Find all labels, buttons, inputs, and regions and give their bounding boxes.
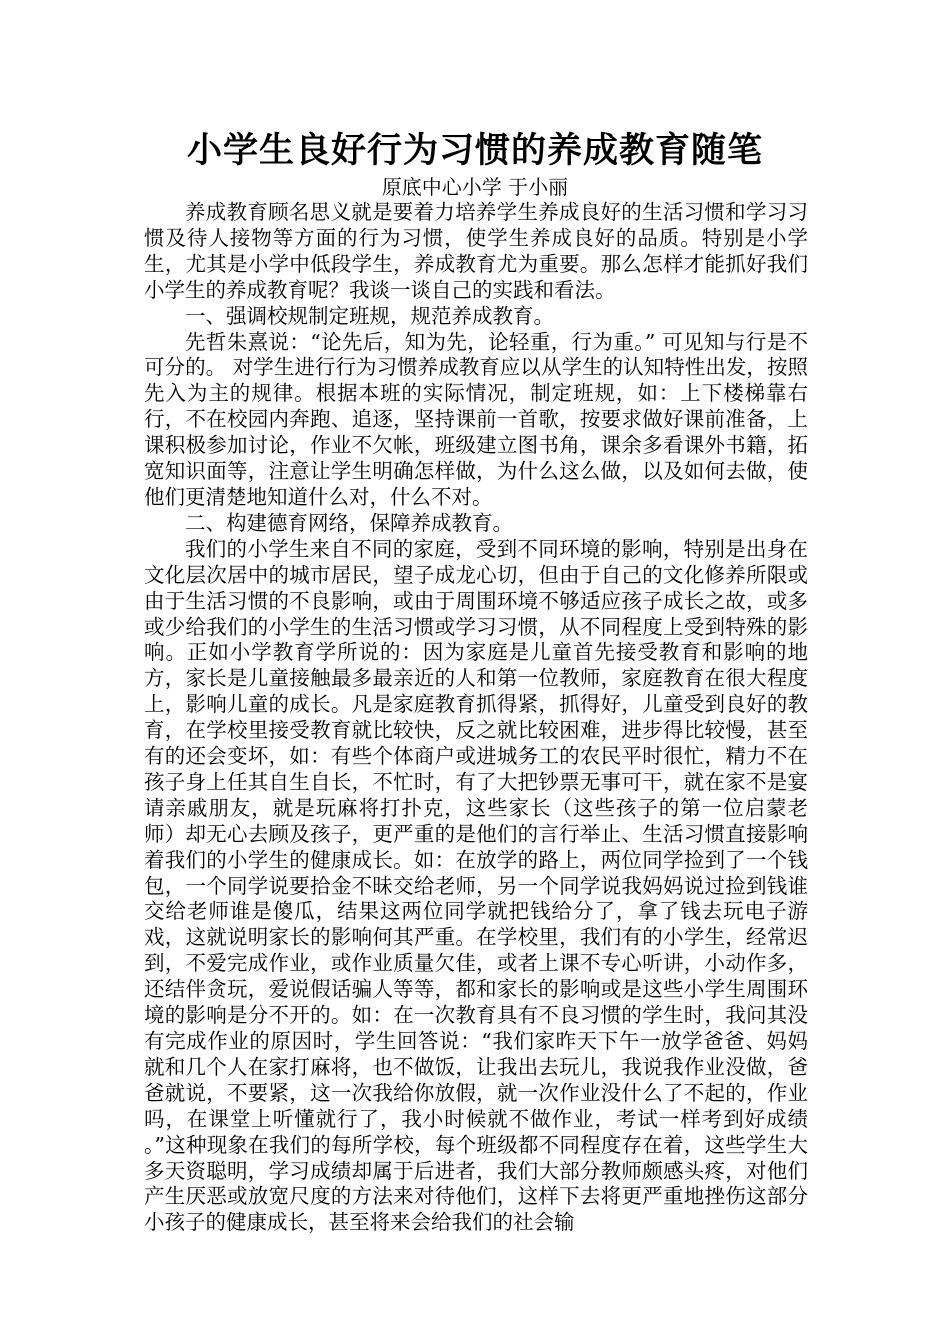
document-title: 小学生良好行为习惯的养成教育随笔 [186, 131, 763, 171]
document-author: 原底中心小学 于小丽 [381, 175, 569, 199]
paragraph-intro: 养成教育顾名思义就是要着力培养学生养成良好的生活习惯和学习习惯及待人接物等方面的行为习惯，使学生养成良好的品质。特别是小学生，尤其是小学中低段学生，养成教育尤为重要。那么怎样才能抓好我们小学生的养成教育呢？我谈一谈自己的实践和看法。 [144, 200, 808, 302]
document-body [144, 200, 808, 1236]
paragraph-section-1: 先哲朱熹说：“论先后，知为先，论轻重，行为重。” 可见知与行是不可分的。 对学生进行行为习惯养成教育应以从学生的认知特性出发，按照先入为主的规律。根据本班的实际情况，制定班规，如：上下楼梯靠右行，不在校园内奔跑、追逐，坚持课前一首歌，按要求做好课前准备，上课积极参加讨论，作业不欠帐，班级建立图书角，课余多看课外书籍，拓宽知识面等，注意让学生明确怎样做，为什么这么做，以及如何去做，使他们更清楚地知道什么对，什么不对。 [144, 329, 808, 509]
section-heading-2: 二、构建德育网络，保障养成教育。 [185, 510, 513, 535]
paragraph-section-2: 我们的小学生来自不同的家庭，受到不同环境的影响，特别是出身在文化层次居中的城市居民，望子成龙心切，但由于自己的文化修养所限或由于生活习惯的不良影响，或由于周围环境不够适应孩子成长之故，或多或少给我们的小学生的生活习惯或学习习惯，从不同程度上受到特殊的影响。正如小学教育学所说的：因为家庭是儿童首先接受教育和影响的地方，家长是儿童接触最多最亲近的人和第一位教师，家庭教育在很大程度上，影响儿童的成长。凡是家庭教育抓得紧，抓得好，儿童受到良好的教育，在学校里接受教育就比较快，反之就比较困难，进步得比较慢，甚至有的还会变坏，如：有些个体商户或进城务工的农民平时很忙，精力不在孩子身上任其自生自长，不忙时，有了大把钞票无事可干，就在家不是宴请亲戚朋友，就是玩麻将打扑克，这些家长（这些孩子的第一位启蒙老师）却无心去顾及孩子，更严重的是他们的言行举止、生活习惯直接影响着我们的小学生的健康成长。如：在放学的路上，两位同学捡到了一个钱包，一个同学说要拾金不昧交给老师，另一个同学说我妈妈说过捡到钱谁交给老师谁是傻瓜，结果这两位同学就把钱给分了，拿了钱去玩电子游戏，这就说明家长的影响何其严重。在学校里，我们有的小学生，经常迟到，不爱完成作业，或作业质量欠佳，或者上课不专心听讲，小动作多，还结伴贪玩，爱说假话骗人等等，都和家长的影响或是这些小学生周围环境的影响是分不开的。如：在一次教育具有不良习惯的学生时，我问其没有完成作业的原因时，学生回答说：“我们家昨天下午一放学爸爸、妈妈就和几个人在家打麻将，也不做饭，让我出去玩儿，我说我作业没做，爸爸就说，不要紧，这一次我给你放假，就一次作业没什么了不起的，作业吗，在课堂上听懂就行了，我小时候就不做作业，考试一样考到好成绩 。”这种现象在我们的每所学校，每个班级都不同程度存在着，这些学生大多天资聪明，学习成绩却属于后进者，我们大部分教师颇感头疼，对他们产生厌恶或放宽尺度的方法来对待他们，这样下去将更严重地挫伤这部分小孩子的健康成长，甚至将来会给我们的社会输 [144, 536, 808, 1235]
section-heading-1: 一、强调校规制定班规，规范养成教育。 [185, 303, 554, 328]
